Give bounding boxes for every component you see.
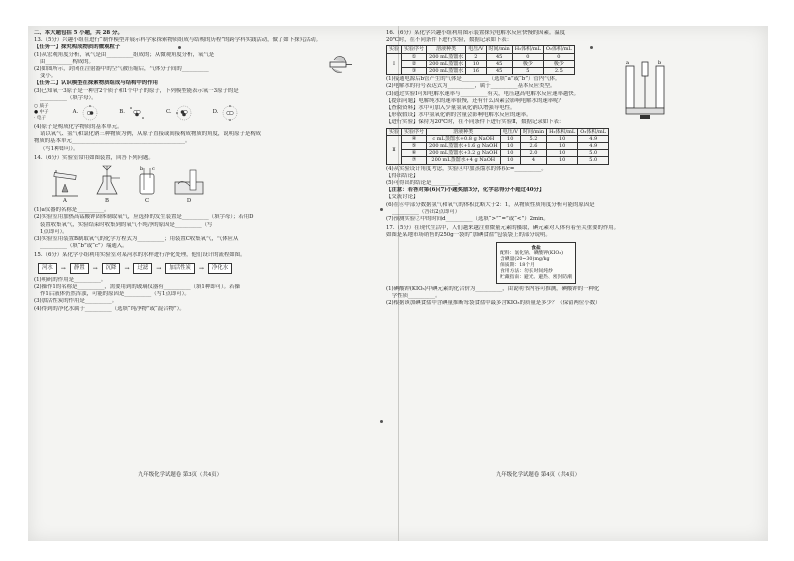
q16-part6b: __________（答出2点即可） bbox=[392, 208, 461, 215]
table-row: ⑥ 200 mL蒸馏水+3.2 g NaOH 10 2.0 10 5.0 bbox=[387, 150, 609, 157]
q13-part2: (2)如图所示，封闭在注射器中的空气被压缩后，气体分子间的__________ bbox=[34, 66, 209, 73]
flow-step: 静置 bbox=[70, 263, 89, 274]
table-row: ② 200 mL蒸馏水 10 45 极少 极少 bbox=[387, 60, 575, 67]
heating-tube-icon bbox=[48, 164, 82, 198]
flow-step: 河水 bbox=[38, 263, 57, 274]
q14-part2: (2)实验室用加热高锰酸钾固体制取氧气，应选择的发生装置是__________（填字母）；若用D bbox=[34, 214, 254, 221]
q15-part1: (1)明矾的作用是__________。 bbox=[34, 276, 107, 283]
q13-part4c: 物质的基本单元__________________________________________。 bbox=[34, 138, 191, 145]
q15-part4: (4)得到的净化水属于__________（选填“纯净物”或“混合物”）。 bbox=[34, 305, 185, 312]
q16-part7: (7)预测实验⑦中的时间d__________（选填“>”“=”或“<”）2min。 bbox=[386, 216, 549, 223]
atom-models bbox=[73, 104, 240, 122]
apparatus-d: D bbox=[172, 164, 206, 205]
q14-part3b: __________（填“b”或“c”）端通入。 bbox=[40, 243, 128, 250]
electrolysis-apparatus-icon bbox=[612, 60, 682, 120]
q13-part3b: __________（填字母）。 bbox=[40, 94, 97, 101]
experiment-table-1 bbox=[386, 45, 575, 75]
atom-model-icon bbox=[81, 104, 99, 122]
salt-package-label: 食盐 配料：氯化钠、碘酸钾(KIO₃) 含碘量(20~30)mg/kg 保质期：18个月 食用方法：勿长时间炖炒 贮藏指南：避光、避热、密封防潮 bbox=[496, 242, 576, 284]
table-row: ③ 200 mL蒸馏水 16 45 5 2.5 bbox=[387, 68, 575, 75]
table-header-row: 实验 实验序号 溶液种类 电压/V 时间/min H₂体积/mL O₂体积/mL bbox=[387, 46, 575, 53]
q16-part3: (3)通过实验Ⅰ可知电解水速率与__________有关，电压越高电解水反应速率越快。 bbox=[386, 90, 580, 97]
apparatus-row bbox=[48, 164, 354, 205]
q17-part1b: 学性质__________。 bbox=[392, 292, 441, 299]
left-page-footer: 九年级化学试题卷 第3页（共4页） bbox=[138, 472, 223, 478]
flow-step: 加活性炭 bbox=[165, 263, 195, 274]
q16-stem2: 20℃时，在不同条件下进行实验，数据记录如下表： bbox=[386, 37, 513, 44]
atom-model-icon bbox=[221, 104, 239, 122]
experiment-table-2 bbox=[386, 128, 609, 165]
q16-question: 【提出问题】电解纯水的速率很慢，还有什么因素会影响电解水的速率呢？ bbox=[386, 97, 564, 104]
svg-text:a: a bbox=[626, 60, 629, 66]
arrow-right-icon: → bbox=[124, 264, 130, 272]
q16-experiment: 【进行实验】保持为20℃时，在不同条件下进行实验Ⅱ，数据记录如下表： bbox=[386, 119, 565, 126]
q16-conclusion: 【得出结论】 bbox=[386, 172, 419, 179]
q14-part3: (3)实验室用装置B制取氧气的化学方程式为__________；用装置C收集氧气，气体应从 bbox=[34, 236, 239, 243]
gas-bottle-icon bbox=[132, 164, 162, 198]
arrow-right-icon: → bbox=[156, 264, 162, 272]
q13-task1: 【任务一】探究构成物质的微观粒子 bbox=[34, 44, 121, 51]
q16-part2: (2)电解水的符号表达式为__________，属于__________基本反应类型。 bbox=[386, 83, 556, 90]
q16-discussion: 【交流讨论】 bbox=[386, 194, 419, 201]
q13-part1: (1)从宏观角度分析，氧气是由__________组成的；从微观角度分析，氧气是 bbox=[34, 51, 215, 58]
q16-part5: (5)可得出的结论是__________。 bbox=[386, 180, 464, 187]
apparatus-b: B bbox=[92, 164, 122, 205]
q17-stem: 17.（5分）在现代生活中，人们越来越注重微量元素的摄取，碘元素对人体有着至关重要的作用。 bbox=[386, 225, 620, 232]
question-16 bbox=[386, 30, 706, 223]
apparatus-a: A bbox=[48, 164, 82, 205]
question-15 bbox=[34, 252, 354, 312]
q14-stem: 14.（6分）实验室常用如图装置，回答下列问题。 bbox=[34, 154, 154, 161]
arrow-right-icon: → bbox=[92, 264, 98, 272]
punch-hole bbox=[380, 208, 383, 211]
apparatus-c: b c C bbox=[132, 164, 162, 205]
q13-task2: 【任务二】认识模型在探索物质组成与结构中的作用 bbox=[34, 80, 158, 87]
q17-part1: (1)碘酸钾(KIO₃)中碘元素的化合价为__________，由说明书内容可推测，碘酸钾的一种化 bbox=[386, 285, 600, 292]
flow-step: 过滤 bbox=[133, 263, 152, 274]
q13-part4b: 请以氧气、氢气和氯化钠三种物质为例，从原子直接或间接构成物质的角度，说明原子是构成 bbox=[40, 131, 262, 138]
table-row: ⑦ 200 mL蒸馏水+4 g NaOH 10 4 10 5.0 bbox=[387, 157, 609, 164]
flow-step: 净化水 bbox=[208, 263, 232, 274]
atom-option-c[interactable]: C. bbox=[166, 104, 193, 122]
q14-part2b: 装置收集氧气，实验结束时收集到的氧气不纯净的原因是__________（写 bbox=[40, 221, 213, 228]
table-row: Ⅰ ① 200 mL蒸馏水 2 45 0 0 bbox=[387, 53, 575, 60]
table-header-row: 实验 实验序号 溶液种类 电压/V 时间/min H₂体积/mL O₂体积/mL bbox=[387, 128, 609, 135]
table-row: ⑤ 200 mL蒸馏水+1.6 g NaOH 10 2.6 10 4.9 bbox=[387, 143, 609, 150]
q16-part6: (6)在⑥中部分数据氢气和氧气的体积比略大于2：1，从物质性质角度分析可能的原因是 bbox=[386, 201, 595, 208]
atom-legend: ○ 质子 ● 中子 · 电子 bbox=[34, 104, 49, 122]
q17-stem2: 如图是某地市场销售的250g一袋的“加碘食盐”包装袋上的部分说明。 bbox=[386, 232, 551, 239]
atom-option-b[interactable]: B. bbox=[119, 104, 146, 122]
table-row: Ⅱ ④ c mL蒸馏水+0.8 g NaOH 10 5.2 10 4.9 bbox=[387, 135, 609, 142]
purification-flow bbox=[38, 263, 354, 274]
punch-hole bbox=[380, 420, 383, 423]
q13-stem: 13.（5分）兴趣小组在进行“制作模型并展示科学家探索物质组成与结构的历程”的跨学科实践活动，做了如下探究活动。 bbox=[34, 37, 322, 44]
q16-part4: (4)从实验设计角度考虑，实验④中加蒸馏水的体积c=__________。 bbox=[386, 165, 547, 172]
water-trough-icon bbox=[172, 164, 206, 198]
svg-text:c: c bbox=[152, 166, 155, 173]
q15-part3: (3)加活性炭的作用是__________。 bbox=[34, 298, 118, 305]
atom-model-icon bbox=[175, 104, 193, 122]
right-page-footer: 九年级化学试题卷 第4页（共4页） bbox=[496, 472, 581, 478]
question-14 bbox=[34, 155, 354, 251]
section-header: 二、本大题包括 5 小题，共 28 分。 bbox=[34, 30, 123, 36]
syringe-hand-icon bbox=[328, 52, 354, 78]
question-17 bbox=[386, 225, 706, 307]
q14-part1: (1)a仪器的名称是__________。 bbox=[34, 207, 110, 214]
svg-text:b: b bbox=[140, 166, 144, 173]
atom-option-a[interactable]: A. bbox=[73, 104, 100, 122]
q16-hypothesis: 【形成假设】水中氢氧化钠的含量会影响电解水反应的速率。 bbox=[386, 112, 532, 119]
q15-stem: 15.（6分）某化学小组利用实验室对某河水的水样进行净化处理，他们设计的流程如图。 bbox=[34, 252, 246, 259]
q16-bonus-note: 【注意：若答对第(6)(7)小题奖励3分，化学总得分不超过40分】 bbox=[386, 187, 545, 194]
q13-part1b: 由__________构成的。 bbox=[40, 58, 94, 65]
q16-reference: 【查阅资料】水中可加入少量氢氧化钠以增强导电性。 bbox=[386, 105, 516, 112]
arrow-right-icon: → bbox=[60, 264, 66, 272]
q13-part4d: （写1种即可）。 bbox=[40, 145, 79, 152]
q15-part2b: 作1后液体仍然浑浊，可能的原因是__________（写1点即可）。 bbox=[40, 291, 190, 298]
left-page bbox=[34, 30, 354, 313]
q13-part3: (3)已知氧一3原子是一种含2个质子和1个中子的原子，下列模型能表示氧一3原子的是 bbox=[34, 87, 239, 94]
q16-stem: 16.（6分）某化学兴趣小组利用图示装置探究电解水反应快慢的因素。温度 bbox=[386, 30, 566, 36]
question-13 bbox=[34, 37, 354, 153]
atom-model-icon bbox=[128, 104, 146, 122]
svg-text:b: b bbox=[658, 60, 662, 66]
q16-part1: (1)接通电源后b管产生的气体是__________（选填“a”或“b”）管内气体。 bbox=[386, 76, 561, 83]
q17-part2: (2)根据该加碘食盐中含碘量推断每袋食盐中最多含KIO₃的质量是多少？（保留两位小数） bbox=[386, 300, 601, 307]
q14-part2c: 1点即可）。 bbox=[40, 228, 68, 235]
arrow-right-icon: → bbox=[198, 264, 204, 272]
q13-part4: (4)原子是构成化学物质的基本单元。 bbox=[34, 124, 123, 131]
flow-step: 沉降 bbox=[102, 263, 121, 274]
atom-option-d[interactable]: D. bbox=[213, 104, 240, 122]
q13-part2b: 变小。 bbox=[40, 73, 57, 80]
flask-funnel-icon bbox=[92, 164, 122, 198]
q15-part2: (2)操作1的名称是__________，需要用到的玻璃仪器有__________（填1种即可）。若操 bbox=[34, 284, 240, 291]
